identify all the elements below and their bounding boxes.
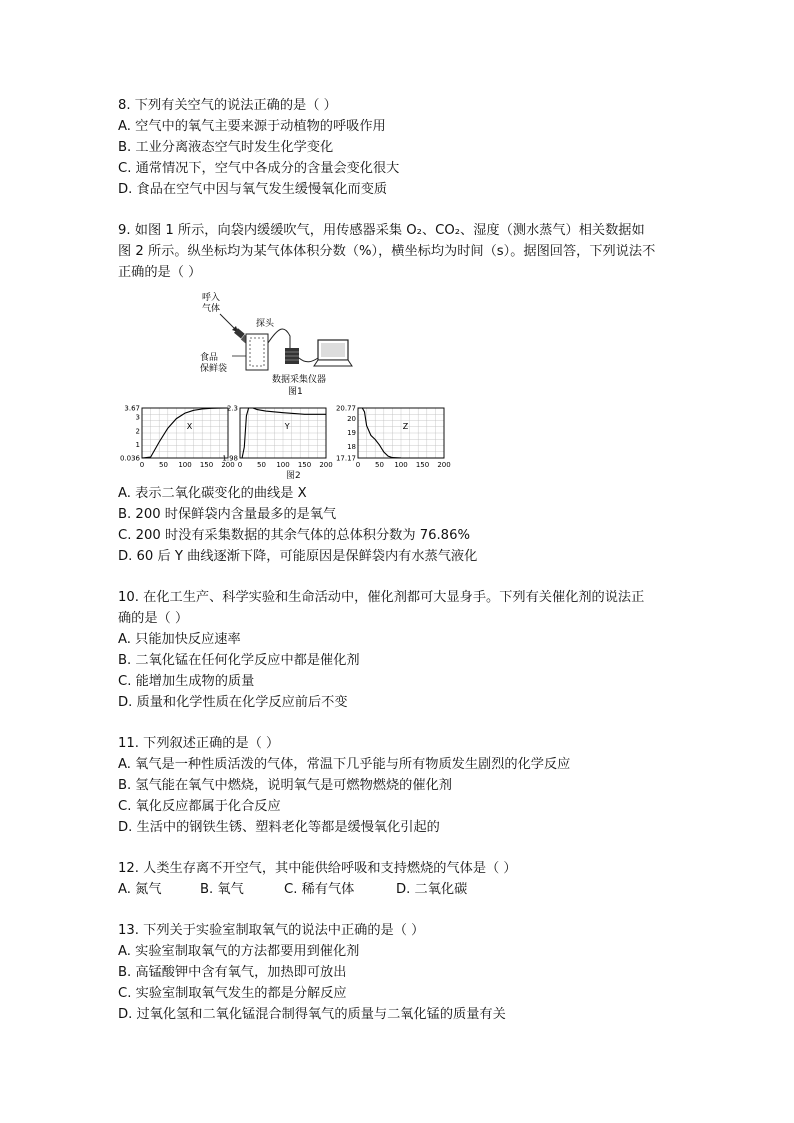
x-tick-label: 50: [257, 461, 266, 469]
food-bag: [246, 334, 268, 370]
x-tick-label: 200: [221, 461, 235, 469]
figure-1-caption: 图1: [288, 387, 303, 397]
q11-option-b: B. 氢气能在氧气中燃烧，说明氧气是可燃物燃烧的催化剂: [118, 778, 452, 793]
q10-stem-line-1: 10. 在化工生产、科学实验和生命活动中，催化剂都可大显身手。下列有关催化剂的说法正: [118, 590, 645, 605]
figure-2-caption: 图2: [286, 471, 301, 481]
x-tick-label: 150: [297, 461, 312, 469]
figure-1-apparatus: [180, 288, 380, 400]
q10-option-a: A. 只能加快反应速率: [118, 632, 241, 647]
y-tick-label: 17.17: [335, 454, 356, 463]
q9-option-a: A. 表示二氧化碳变化的曲线是 X: [118, 486, 307, 501]
q12-option-c: C. 稀有气体: [284, 882, 355, 897]
q8-option-a: A. 空气中的氧气主要来源于动植物的呼吸作用: [118, 119, 386, 134]
q9-option-b: B. 200 时保鲜袋内含量最多的是氧气: [118, 507, 337, 522]
x-tick-label: 150: [199, 461, 214, 469]
q9-option-c: C. 200 时没有采集数据的其余气体的总体积分数为 76.86%: [118, 528, 470, 543]
probe-cable: [268, 329, 290, 348]
x-tick-label: 0: [139, 461, 145, 469]
x-tick-label: 100: [394, 461, 408, 469]
q10-option-c: C. 能增加生成物的质量: [118, 674, 255, 689]
label-bag-2: 保鲜袋: [200, 364, 228, 374]
q8-option-c: C. 通常情况下，空气中各成分的含量会变化很大: [118, 161, 400, 176]
x-tick-label: 50: [159, 461, 168, 469]
chart-z: [328, 402, 453, 474]
label-input-gas-1: 呼入: [202, 293, 221, 303]
q13-stem: 13. 下列关于实验室制取氧气的说法中正确的是（ ）: [118, 923, 425, 938]
y-tick-label: 1.98: [222, 454, 238, 463]
label-probe: 探头: [256, 319, 275, 329]
y-tick-label: 3.67: [124, 404, 140, 413]
chart-x: [112, 402, 237, 474]
x-tick-label: 200: [437, 461, 451, 469]
q12-options-row: [118, 881, 467, 899]
q11-option-d: D. 生活中的钢铁生锈、塑料老化等都是缓慢氧化引起的: [118, 820, 440, 835]
q11-stem: 11. 下列叙述正确的是（ ）: [118, 736, 280, 751]
series-label-y: Y: [284, 422, 290, 431]
chart-y: [220, 402, 335, 474]
q12-option-a: A. 氮气: [118, 882, 162, 897]
q8-option-d: D. 食品在空气中因与氧气发生缓慢氧化而变质: [118, 182, 388, 197]
q13-option-d: D. 过氧化氢和二氧化锰混合制得氧气的质量与二氧化锰的质量有关: [118, 1007, 506, 1022]
y-tick-label: 19: [347, 429, 356, 438]
x-tick-label: 150: [415, 461, 430, 469]
q11-option-c: C. 氧化反应都属于化合反应: [118, 799, 281, 814]
q9-stem-line-3: 正确的是（ ）: [118, 265, 202, 280]
q10-option-d: D. 质量和化学性质在化学反应前后不变: [118, 695, 348, 710]
q12-stem: 12. 人类生存离不开空气，其中能供给呼吸和支持燃烧的气体是（ ）: [118, 861, 517, 876]
q13-option-a: A. 实验室制取氧气的方法都要用到催化剂: [118, 944, 360, 959]
q8-stem: 8. 下列有关空气的说法正确的是（ ）: [118, 98, 337, 113]
x-tick-label: 50: [375, 461, 384, 469]
q8-option-b: B. 工业分离液态空气时发生化学变化: [118, 140, 334, 155]
label-input-gas-2: 气体: [202, 304, 221, 314]
y-tick-label: 3: [135, 413, 140, 422]
series-label-x: X: [186, 422, 193, 431]
x-tick-label: 200: [319, 461, 333, 469]
y-tick-label: 18: [347, 442, 356, 451]
q10-option-b: B. 二氧化锰在任何化学反应中都是催化剂: [118, 653, 360, 668]
q11-option-a: A. 氧气是一种性质活泼的气体，常温下几乎能与所有物质发生剧烈的化学反应: [118, 757, 571, 772]
data-logger-icon: [285, 348, 299, 364]
q9-stem-line-2: 图 2 所示。纵坐标均为某气体体积分数（%），横坐标均为时间（s）。据图回答，下列说法不: [118, 244, 656, 259]
y-tick-label: 0.036: [119, 454, 140, 463]
x-tick-label: 0: [355, 461, 361, 469]
series-label-z: Z: [402, 422, 409, 431]
q13-option-b: B. 高锰酸钾中含有氧气，加热即可放出: [118, 965, 347, 980]
y-tick-label: 2.3: [226, 404, 238, 413]
label-bag-1: 食品: [200, 353, 219, 363]
y-tick-label: 20: [347, 415, 356, 424]
y-tick-label: 1: [135, 441, 140, 450]
q10-stem-line-2: 确的是（ ）: [118, 611, 189, 626]
y-tick-label: 20.77: [335, 404, 356, 413]
y-tick-label: 2: [135, 427, 140, 436]
label-device: 数据采集仪器: [272, 375, 327, 385]
q12-option-d: D. 二氧化碳: [396, 882, 468, 897]
x-tick-label: 100: [178, 461, 192, 469]
computer-icon: [314, 340, 352, 366]
x-tick-label: 100: [276, 461, 290, 469]
q12-option-b: B. 氧气: [200, 882, 244, 897]
q9-stem-line-1: 9. 如图 1 所示，向袋内缓缓吹气，用传感器采集 O₂、CO₂、湿度（测水蒸气）相关数据如: [118, 223, 645, 238]
q9-option-d: D. 60 后 Y 曲线逐渐下降，可能原因是保鲜袋内有水蒸气液化: [118, 549, 478, 564]
x-tick-label: 0: [237, 461, 243, 469]
logger-cable: [299, 358, 318, 362]
q13-option-c: C. 实验室制取氧气发生的都是分解反应: [118, 986, 347, 1001]
